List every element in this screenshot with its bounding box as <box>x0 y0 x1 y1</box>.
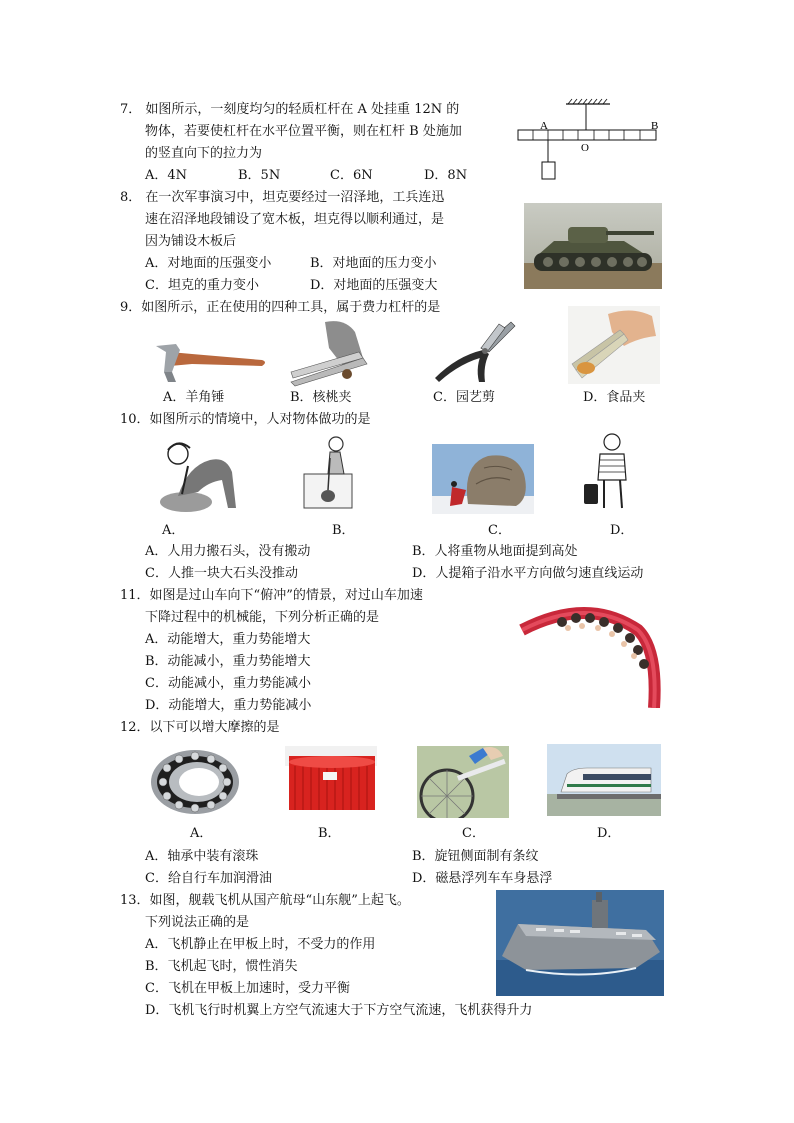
q13-option-c: C．飞机在甲板上加速时，受力平衡 <box>145 981 350 996</box>
roller-coaster-photo <box>518 600 666 708</box>
q11-stem-line2: 下降过程中的机械能，下列分析正确的是 <box>145 610 380 625</box>
q10-label-c: C． <box>488 523 511 538</box>
food-tongs-image <box>568 306 660 384</box>
q12-option-d: D．磁悬浮列车车身悬浮 <box>412 871 553 886</box>
q13-stem-line1: 13．如图，舰载飞机从国产航母“山东舰”上起飞。 <box>120 893 410 908</box>
q7-stem-line3: 的竖直向下的拉力为 <box>145 146 263 161</box>
claw-hammer-image <box>150 338 270 386</box>
q10-stem: 10．如图所示的情境中，人对物体做功的是 <box>120 412 371 427</box>
q9-label-a: A．羊角锤 <box>163 390 225 405</box>
q10-label-b: B． <box>332 523 355 538</box>
q12-option-b: B．旋钮侧面制有条纹 <box>412 849 539 864</box>
tank-photo <box>524 203 662 289</box>
q9-label-b: B．核桃夹 <box>290 390 352 405</box>
q10-label-a: A． <box>162 523 185 538</box>
q8-stem-line3: 因为铺设木板后 <box>145 234 237 249</box>
label-b: B <box>651 120 659 132</box>
q10-option-c: C．人推一块大石头没推动 <box>145 566 298 581</box>
q12-label-a: A． <box>190 826 213 841</box>
q10-option-d: D．人提箱子沿水平方向做匀速直线运动 <box>412 566 644 581</box>
garden-shears-image <box>427 318 519 384</box>
q8-option-a: A．对地面的压强变小 <box>145 256 272 271</box>
q7-option-b: B．5N <box>238 168 281 183</box>
q12-option-c: C．给自行车加润滑油 <box>145 871 272 886</box>
q12-label-c: C． <box>462 826 485 841</box>
q7-option-c: C．6N <box>330 168 373 183</box>
q13-stem-line2: 下列说法正确的是 <box>145 915 250 930</box>
q11-option-c: C．动能减小，重力势能减小 <box>145 676 311 691</box>
q13-option-b: B．飞机起飞时，惯性消失 <box>145 959 298 974</box>
q11-option-d: D．动能增大，重力势能减小 <box>145 698 312 713</box>
maglev-train-image <box>547 744 661 816</box>
q7-option-a: A．4N <box>145 168 188 183</box>
q10-option-a: A．人用力搬石头，没有搬动 <box>145 544 311 559</box>
q7-option-d: D．8N <box>424 168 468 183</box>
q8-stem-line2: 速在沼泽地段铺设了宽木板，坦克得以顺利通过，是 <box>145 212 445 227</box>
ball-bearing-image <box>145 746 247 818</box>
q11-stem-line1: 11．如图是过山车向下“俯冲”的情景，对过山车加速 <box>120 588 423 603</box>
q8-option-c: C．坦克的重力变小 <box>145 278 259 293</box>
q13-option-d: D．飞机飞行时机翼上方空气流速大于下方空气流速，飞机获得升力 <box>145 1003 533 1018</box>
bicycle-oil-image <box>417 746 509 818</box>
q9-stem: 9．如图所示，正在使用的四种工具，属于费力杠杆的是 <box>120 300 441 315</box>
label-o: O <box>581 142 589 154</box>
lever-diagram <box>510 98 670 184</box>
q10-label-d: D． <box>610 523 634 538</box>
q7-stem-line2: 物体，若要使杠杆在水平位置平衡，则在杠杆 B 处施加 <box>145 124 462 139</box>
q10-option-b: B．人将重物从地面提到高处 <box>412 544 578 559</box>
person-lifting-stone-image <box>148 432 244 514</box>
person-lifting-weight-image <box>300 434 356 512</box>
ridged-knob-image <box>283 744 379 816</box>
q13-option-a: A．飞机静止在甲板上时，不受力的作用 <box>145 937 376 952</box>
q8-option-b: B．对地面的压力变小 <box>310 256 437 271</box>
nutcracker-image <box>285 318 383 388</box>
q9-label-c: C．园艺剪 <box>433 390 495 405</box>
q7-stem-line1: 7． 如图所示，一刻度均匀的轻质杠杆在 A 处挂重 12N 的 <box>120 102 460 117</box>
q11-option-a: A．动能增大，重力势能增大 <box>145 632 311 647</box>
q12-label-b: B． <box>318 826 341 841</box>
person-carrying-suitcase-image <box>582 432 638 514</box>
q8-option-d: D．对地面的压强变大 <box>310 278 438 293</box>
q8-stem-line1: 8． 在一次军事演习中，坦克要经过一沼泽地，工兵连迅 <box>120 190 445 205</box>
label-a: A <box>540 120 548 132</box>
q11-option-b: B．动能减小，重力势能增大 <box>145 654 311 669</box>
person-pushing-rock-image <box>432 444 534 514</box>
q12-option-a: A．轴承中装有滚珠 <box>145 849 259 864</box>
aircraft-carrier-photo <box>496 890 664 996</box>
q12-label-d: D． <box>597 826 621 841</box>
q12-stem: 12．以下可以增大摩擦的是 <box>120 720 280 735</box>
q9-label-d: D．食品夹 <box>583 390 646 405</box>
